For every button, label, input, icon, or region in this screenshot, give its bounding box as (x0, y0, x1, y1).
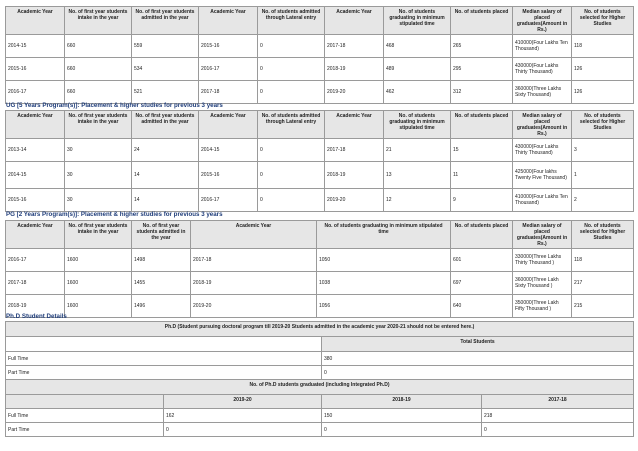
col-admitted: No. of first year students admitted in the year (132, 111, 199, 139)
table-cell: 2018-19 (325, 162, 384, 189)
col-graduating: No. of students graduating in minimum stipulated time (384, 7, 451, 35)
table-cell: 2015-16 (199, 35, 258, 58)
table-cell: 2016-17 (6, 249, 65, 272)
table-header-row (6, 111, 634, 139)
table-cell: 12 (384, 189, 451, 212)
table-cell: 2015-16 (6, 58, 65, 81)
table-cell: 265 (451, 35, 513, 58)
col-lateral-entry: No. of students admitted through Lateral entry (258, 111, 325, 139)
table-cell: 430000(Four Lakhs Thirty Thousand) (513, 58, 572, 81)
section-title-phd: Ph.D Student Details (6, 313, 67, 320)
table-cell: 330000(Three Lakhs Thirty Thousand ) (513, 249, 572, 272)
table-row (6, 58, 634, 81)
col-academic-year: Academic Year (6, 7, 65, 35)
table-cell: 660 (65, 81, 132, 104)
col-intake: No. of first year students intake in the year (65, 7, 132, 35)
table-row (6, 409, 634, 423)
table-cell: 15 (451, 139, 513, 162)
table-cell: 217 (572, 272, 634, 295)
table-cell: 14 (132, 162, 199, 189)
year-header: 2019-20 (164, 395, 322, 409)
table-cell: 1498 (132, 249, 191, 272)
table-cell: 1600 (65, 272, 132, 295)
col-admitted: No. of first year students admitted in the year (132, 7, 199, 35)
table-cell: 2017-18 (325, 35, 384, 58)
table-cell: 2019-20 (325, 81, 384, 104)
total-students-header: Total Students (322, 337, 634, 352)
table-row (6, 81, 634, 104)
col-median-salary: Median salary of placed graduates(Amount in Rs.) (513, 111, 572, 139)
table-cell: 1038 (317, 272, 451, 295)
table-row (6, 423, 634, 437)
table-cell: 2015-16 (6, 189, 65, 212)
table-cell: 410000(Four Lakhs Ten Thousand) (513, 189, 572, 212)
col-placed: No. of students placed (451, 111, 513, 139)
col-higher-studies: No. of students selected for Higher Studies (572, 7, 634, 35)
col-academic-year: Academic Year (325, 7, 384, 35)
table-cell: 2015-16 (199, 162, 258, 189)
table-cell: 521 (132, 81, 199, 104)
phd-graduated-header: No. of Ph.D students graduated (including Integrated Ph.D) (6, 380, 634, 395)
table-cell: 126 (572, 81, 634, 104)
table-cell: 2013-14 (6, 139, 65, 162)
year-header: 2017-18 (482, 395, 634, 409)
col-higher-studies: No. of students selected for Higher Studies (572, 111, 634, 139)
table-cell: 11 (451, 162, 513, 189)
table-cell: 2017-18 (325, 139, 384, 162)
table-row (6, 366, 634, 380)
table-row (6, 352, 634, 366)
table-cell: 2019-20 (191, 295, 317, 318)
part-time-total: 0 (322, 366, 634, 380)
phd-total-header-row (6, 337, 634, 352)
table-cell: 2014-15 (6, 35, 65, 58)
table-cell: 410000(Four Lakhs Ten Thousand) (513, 35, 572, 58)
table-cell: 559 (132, 35, 199, 58)
table-cell: 360000(Three Lakhs Sixty Thousand) (513, 81, 572, 104)
table-cell: 2019-20 (325, 189, 384, 212)
table-cell: 30 (65, 162, 132, 189)
table-cell: 150 (322, 409, 482, 423)
table-cell: 425000(Four lakhs Twenty Five Thousand) (513, 162, 572, 189)
col-placed: No. of students placed (451, 7, 513, 35)
table-cell: 2014-15 (199, 139, 258, 162)
table-header-row (6, 221, 634, 249)
table-row (6, 162, 634, 189)
table-cell: 3 (572, 139, 634, 162)
table-cell: 24 (132, 139, 199, 162)
ug4-placement-table (5, 6, 634, 104)
table-cell: 0 (258, 162, 325, 189)
table-cell: 1 (572, 162, 634, 189)
table-cell: 2018-19 (191, 272, 317, 295)
table-cell: 1600 (65, 295, 132, 318)
section-title-ug5: UG [5 Years Program(s)]: Placement & higher studies for previous 3 years (6, 102, 223, 109)
table-cell: 660 (65, 58, 132, 81)
table-cell: 1455 (132, 272, 191, 295)
table-cell: 0 (322, 423, 482, 437)
table-cell: 30 (65, 139, 132, 162)
col-graduating: No. of students graduating in minimum stipulated time (384, 111, 451, 139)
table-cell: 2016-17 (199, 189, 258, 212)
phd-graduated-header-row (6, 380, 634, 395)
table-cell: 2014-15 (6, 162, 65, 189)
table-row (6, 189, 634, 212)
table-cell: 126 (572, 58, 634, 81)
part-time-label: Part Time (6, 366, 322, 380)
col-higher-studies: No. of students selected for Higher Studies (572, 221, 634, 249)
table-cell: 1496 (132, 295, 191, 318)
col-academic-year: Academic Year (199, 7, 258, 35)
table-cell: 430000(Four Lakhs Thirty Thousand) (513, 139, 572, 162)
table-cell: 312 (451, 81, 513, 104)
col-graduating: No. of students graduating in minimum stipulated time (317, 221, 451, 249)
table-cell: 660 (65, 35, 132, 58)
table-cell: 9 (451, 189, 513, 212)
table-row (6, 272, 634, 295)
table-cell: 2018-19 (6, 295, 65, 318)
col-intake: No. of first year students intake in the year (65, 111, 132, 139)
table-row (6, 139, 634, 162)
col-lateral-entry: No. of students admitted through Lateral entry (258, 7, 325, 35)
table-cell: 697 (451, 272, 513, 295)
empty-cell (6, 337, 322, 352)
table-cell: 462 (384, 81, 451, 104)
full-time-label: Full Time (6, 409, 164, 423)
table-cell: 0 (164, 423, 322, 437)
table-cell: 118 (572, 249, 634, 272)
table-cell: 30 (65, 189, 132, 212)
table-cell: 218 (482, 409, 634, 423)
pg2-placement-table (5, 220, 634, 318)
table-cell: 2018-19 (325, 58, 384, 81)
year-header: 2018-19 (322, 395, 482, 409)
table-cell: 162 (164, 409, 322, 423)
table-cell: 295 (451, 58, 513, 81)
table-cell: 0 (258, 139, 325, 162)
table-cell: 489 (384, 58, 451, 81)
phd-details-table (5, 321, 634, 437)
col-intake: No. of first year students intake in the year (65, 221, 132, 249)
table-cell: 14 (132, 189, 199, 212)
table-cell: 215 (572, 295, 634, 318)
table-cell: 534 (132, 58, 199, 81)
phd-pursuing-header: Ph.D (Student pursuing doctoral program till 2019-20 Students admitted in the academic year 2020-21 should not be entered here.) (6, 322, 634, 337)
table-cell: 601 (451, 249, 513, 272)
col-academic-year: Academic Year (325, 111, 384, 139)
table-row (6, 295, 634, 318)
table-cell: 2017-18 (199, 81, 258, 104)
col-academic-year: Academic Year (199, 111, 258, 139)
table-cell: 0 (258, 189, 325, 212)
table-cell: 13 (384, 162, 451, 189)
table-cell: 0 (258, 35, 325, 58)
table-cell: 1600 (65, 249, 132, 272)
section-title-pg2: PG [2 Years Program(s)]: Placement & higher studies for previous 3 years (6, 211, 223, 218)
table-cell: 21 (384, 139, 451, 162)
full-time-label: Full Time (6, 352, 322, 366)
col-academic-year: Academic Year (191, 221, 317, 249)
table-cell: 360000(Three Lakh Sixty Thousand ) (513, 272, 572, 295)
phd-pursuing-header-row (6, 322, 634, 337)
full-time-total: 380 (322, 352, 634, 366)
col-median-salary: Median salary of placed graduates(Amount in Rs.) (513, 7, 572, 35)
col-admitted: No. of first year students admitted in the year (132, 221, 191, 249)
ug5-placement-table (5, 110, 634, 212)
table-cell: 1056 (317, 295, 451, 318)
phd-years-header-row (6, 395, 634, 409)
table-cell: 640 (451, 295, 513, 318)
table-cell: 118 (572, 35, 634, 58)
table-cell: 2016-17 (199, 58, 258, 81)
table-cell: 468 (384, 35, 451, 58)
table-header-row (6, 7, 634, 35)
col-academic-year: Academic Year (6, 221, 65, 249)
empty-header-cell (6, 395, 164, 409)
table-cell: 2017-18 (6, 272, 65, 295)
table-row (6, 35, 634, 58)
table-cell: 2 (572, 189, 634, 212)
col-placed: No. of students placed (451, 221, 513, 249)
table-cell: 350000(Three Lakh Fifty Thousand ) (513, 295, 572, 318)
table-row (6, 249, 634, 272)
table-cell: 0 (258, 58, 325, 81)
table-cell: 0 (258, 81, 325, 104)
table-cell: 2017-18 (191, 249, 317, 272)
table-cell: 0 (482, 423, 634, 437)
part-time-label: Part Time (6, 423, 164, 437)
col-academic-year: Academic Year (6, 111, 65, 139)
table-cell: 1050 (317, 249, 451, 272)
table-cell: 2016-17 (6, 81, 65, 104)
col-median-salary: Median salary of placed graduates(Amount in Rs.) (513, 221, 572, 249)
